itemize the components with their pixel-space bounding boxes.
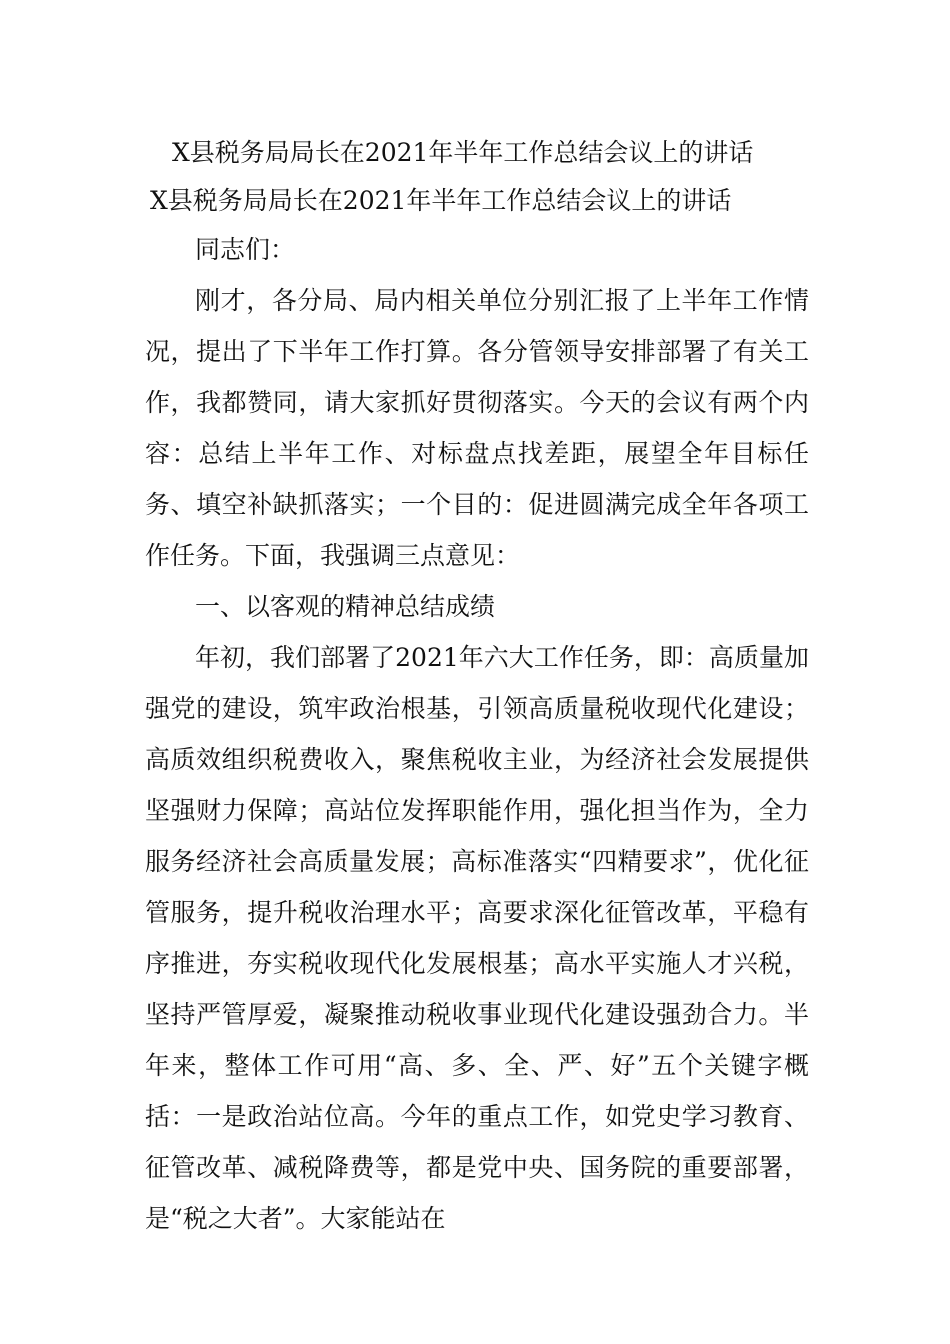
section-heading-1: 一、以客观的精神总结成绩 bbox=[195, 592, 496, 621]
document-subtitle: X县税务局局长在2021年半年工作总结会议上的讲话 bbox=[150, 186, 732, 215]
paragraph-intro: 刚才，各分局、局内相关单位分别汇报了上半年工作情况，提出了下半年工作打算。各分管领导安排部署了有关工作，我都赞同，请大家抓好贯彻落实。今天的会议有两个内容：总结上半年工作、对标盘点找差距，展望全年目标任务、填空补缺抓落实；一个目的：促进圆满完成全年各项工作任务。下面，我强调三点意见： bbox=[145, 286, 809, 570]
salutation: 同志们： bbox=[195, 235, 296, 264]
paragraph-section-1: 年初，我们部署了2021年六大工作任务，即：高质量加强党的建设，筑牢政治根基，引领高质量税收现代化建设；高质效组织税费收入，聚焦税收主业，为经济社会发展提供坚强财力保障；高站位发挥职能作用，强化担当作为，全力服务经济社会高质量发展；高标准落实“四精要求”，优化征管服务，提升税收治理水平；高要求深化征管改革，平稳有序推进，夯实税收现代化发展根基；高水平实施人才兴税，坚持严管厚爱，凝聚推动税收事业现代化建设强劲合力。半年来，整体工作可用“高、多、全、严、好”五个关键字概括：一是政治站位高。今年的重点工作，如党史学习教育、征管改革、减税降费等，都是党中央、国务院的重要部署，是“税之大者”。大家能站在 bbox=[145, 643, 809, 1233]
document-body bbox=[145, 224, 809, 1244]
document-title: X县税务局局长在2021年半年工作总结会议上的讲话 bbox=[172, 138, 754, 167]
